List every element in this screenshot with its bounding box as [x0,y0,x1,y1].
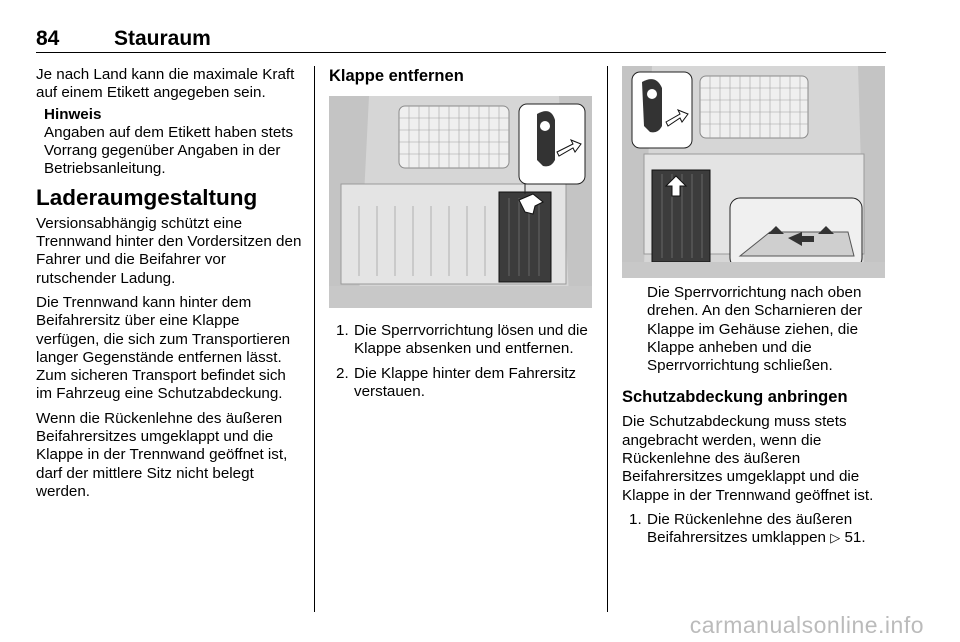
page-reference-link[interactable]: 51. [844,529,866,547]
triangle-right-icon: ▷ [830,531,841,547]
page-number: 84 [36,27,60,50]
flap-reinstall-illustration [622,66,885,278]
cargo-partition-illustration [329,96,592,308]
header-rule [36,52,886,53]
column-left [36,66,304,501]
column-right [622,66,892,555]
list-item: 2. Die Klappe hinter dem Fahrersitz verstauen. [336,364,577,400]
paragraph: Die Trennwand kann hinter dem Beifahrersitz über eine Klappe verfügen, die sich zum Transportieren langer Gegenstände entfernen lässt. Zum sicheren Transport befindet sich im Fahrzeug eine Schutzabdeckung. [36,293,291,403]
list-item: 1. Die Rückenlehne des äußeren Beifahrersitzes umklappen ▷ 51. [629,510,866,547]
page-header [36,27,885,51]
figure-caption: Die Sperrvorrichtung nach oben drehen. An den Scharnieren der Klappe im Gehäuse ziehen, die Klappe anheben und die Sperrvorrichtung schließen. [647,284,863,375]
section-heading: Laderaumgestaltung [36,184,258,210]
subsection-heading: Schutzabdeckung anbringen [622,388,848,407]
note-heading: Hinweis [44,105,102,123]
watermark: carmanualsonline.info [689,612,924,638]
note-text: Angaben auf dem Etikett haben stets Vorrang gegenüber Angaben in der Betriebsanleitung. [44,123,294,178]
list-item: 1. Die Sperrvorrichtung lösen und die Klappe absenken und entfernen. [336,322,588,358]
intro-paragraph: Je nach Land kann die maximale Kraft auf einem Etikett angegeben sein. [36,66,295,102]
steps-list [329,322,599,401]
steps-list [622,511,892,549]
paragraph: Die Schutzabdeckung muss stets angebracht werden, wenn die Rückenlehne des äußeren Beifahrersitzes umgeklappt und die Klappe in der Trennwand geöffnet ist. [622,413,874,504]
column-divider-2 [607,66,608,612]
column-divider-1 [314,66,315,612]
subsection-heading: Klappe entfernen [329,67,464,85]
page-title: Stauraum [114,27,211,50]
note-box [36,106,304,179]
column-middle [329,66,599,407]
paragraph: Versionsabhängig schützt eine Trennwand hinter den Vordersitzen den Fahrer und die Beifahrer vor rutschender Ladung. [36,214,302,287]
paragraph: Wenn die Rückenlehne des äußeren Beifahrersitzes umgeklappt und die Klappe in der Trennwand geöffnet ist, darf der mittlere Sitz nicht belegt werden. [36,409,288,500]
